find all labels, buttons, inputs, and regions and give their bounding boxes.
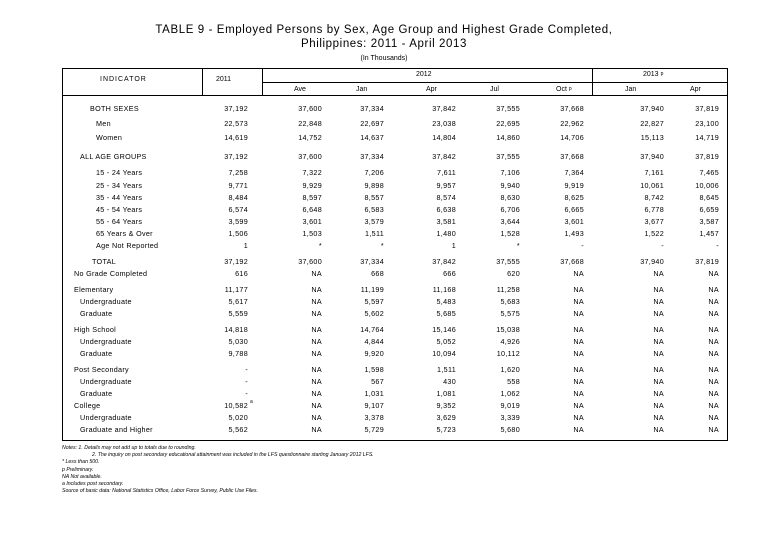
table-cell: 668 [371, 269, 384, 278]
table-cell: 5,617 [228, 297, 248, 306]
table-cell: 37,192 [224, 257, 248, 266]
table-cell: 5,020 [228, 413, 248, 422]
table-cell: 37,600 [298, 257, 322, 266]
table-cell: 37,555 [496, 104, 520, 113]
table-cell: NA [708, 365, 719, 374]
table-cell: 6,778 [644, 205, 664, 214]
row-label: 35 - 44 Years [96, 193, 143, 202]
table-cell: 22,827 [640, 119, 664, 128]
table-cell: NA [311, 401, 322, 410]
table-cell: 22,962 [560, 119, 584, 128]
table-cell: 1,480 [436, 229, 456, 238]
table-cell: NA [311, 285, 322, 294]
table-cell: 3,677 [644, 217, 664, 226]
row-label: 15 - 24 Years [96, 168, 143, 177]
table-cell: NA [653, 349, 664, 358]
table-cell: NA [708, 285, 719, 294]
units-note: (In Thousands) [360, 55, 408, 62]
table-cell: 666 [443, 269, 456, 278]
table-cell: NA [573, 349, 584, 358]
row-label: Elementary [74, 285, 114, 294]
table-cell: 9,920 [364, 349, 384, 358]
table-cell: NA [311, 309, 322, 318]
month-label: Ave [294, 86, 306, 93]
note-6: a Includes post secondary. [62, 481, 124, 488]
table-cell: 10,112 [496, 349, 520, 358]
note-5: NA Not available. [62, 473, 102, 480]
table-cell: 616 [235, 269, 248, 278]
table-cell: 37,192 [224, 152, 248, 161]
col-divider-indicator [202, 68, 203, 95]
table-cell: NA [311, 377, 322, 386]
table-cell: 37,842 [432, 104, 456, 113]
month-header [556, 86, 572, 93]
month-label: Jul [490, 86, 499, 93]
row-label: Women [96, 133, 123, 142]
row-label: 55 - 64 Years [96, 217, 143, 226]
table-cell: NA [573, 425, 584, 434]
row-label: Graduate and Higher [80, 425, 153, 434]
table-cell: NA [311, 349, 322, 358]
table-cell: 6,648 [302, 205, 322, 214]
table-cell: 37,334 [360, 152, 384, 161]
table-cell: 3,339 [500, 413, 520, 422]
table-cell: NA [653, 377, 664, 386]
table-cell: NA [573, 337, 584, 346]
table-cell: 10,006 [695, 181, 719, 190]
table-cell: 5,030 [228, 337, 248, 346]
table-cell: 37,600 [298, 104, 322, 113]
table-cell: 3,378 [364, 413, 384, 422]
table-cell: NA [653, 425, 664, 434]
table-cell: 7,258 [228, 168, 248, 177]
table-cell: 11,199 [360, 285, 384, 294]
table-cell: 10,094 [432, 349, 456, 358]
month-header [490, 86, 499, 93]
header-2012: 2012 [416, 71, 432, 78]
table-cell: 9,107 [364, 401, 384, 410]
table-cell: NA [708, 389, 719, 398]
table-cell: - [245, 389, 248, 398]
table-cell: NA [573, 365, 584, 374]
table-cell: NA [573, 413, 584, 422]
table-cell: NA [708, 425, 719, 434]
table-cell: 9,352 [436, 401, 456, 410]
table-cell: 5,597 [364, 297, 384, 306]
row-label: 65 Years & Over [96, 229, 153, 238]
row-label: No Grade Completed [74, 269, 148, 278]
table-cell: * [318, 241, 322, 250]
table-cell: NA [653, 269, 664, 278]
table-cell: 8,630 [500, 193, 520, 202]
table-cell: 5,602 [364, 309, 384, 318]
table-cell: 14,752 [298, 133, 322, 142]
table-cell: 5,483 [436, 297, 456, 306]
table-cell: 3,644 [500, 217, 520, 226]
table-cell: 6,665 [564, 205, 584, 214]
table-cell: 3,587 [699, 217, 719, 226]
table-cell: NA [573, 377, 584, 386]
table-cell: NA [653, 337, 664, 346]
table-cell: 37,842 [432, 257, 456, 266]
month-label: Oct [556, 86, 567, 93]
month-label: Apr [690, 86, 701, 93]
note-1: Notes: 1. Details may not add up to totals due to rounding. [62, 445, 196, 451]
table-cell: 22,695 [496, 119, 520, 128]
table-cell: 9,771 [228, 181, 248, 190]
table-cell: - [581, 241, 584, 250]
table-cell: 620 [507, 269, 520, 278]
table-cell: NA [653, 285, 664, 294]
table-cell: NA [573, 309, 584, 318]
row-label: Men [96, 119, 111, 128]
row-label: Age Not Reported [96, 241, 159, 250]
table-cell: NA [573, 269, 584, 278]
row-label: ALL AGE GROUPS [80, 152, 147, 161]
table-cell: 37,555 [496, 152, 520, 161]
row-label: High School [74, 325, 117, 334]
table-cell: NA [653, 297, 664, 306]
table-cell: 11,258 [496, 285, 520, 294]
table-cell: 1,081 [436, 389, 456, 398]
table-cell: NA [573, 297, 584, 306]
table-cell: 6,706 [500, 205, 520, 214]
table-cell: 37,819 [695, 257, 719, 266]
table-cell: 8,625 [564, 193, 584, 202]
table-cell: NA [708, 401, 719, 410]
table-cell: 9,940 [500, 181, 520, 190]
table-cell: 1 [243, 241, 248, 250]
table-cell: 3,601 [302, 217, 322, 226]
college-footnote-sup: a [250, 399, 254, 405]
table-cell: NA [311, 337, 322, 346]
table-cell: NA [573, 389, 584, 398]
table-cell: 5,683 [500, 297, 520, 306]
table-cell: NA [311, 325, 322, 334]
row-label: Post Secondary [74, 365, 129, 374]
row-label: College [74, 401, 101, 410]
table-cell: NA [573, 325, 584, 334]
table-cell: 8,574 [436, 193, 456, 202]
table-cell: 1 [451, 241, 456, 250]
table-cell: NA [708, 337, 719, 346]
table-cell: 4,844 [364, 337, 384, 346]
note-3: * Less than 500. [62, 459, 100, 466]
table-cell: 7,106 [500, 168, 520, 177]
table-cell: 14,804 [432, 133, 456, 142]
table-cell: 9,929 [302, 181, 322, 190]
table-cell: 14,818 [224, 325, 248, 334]
table-cell: 3,629 [436, 413, 456, 422]
table-cell: NA [708, 349, 719, 358]
table-cell: 430 [443, 377, 456, 386]
row-label: Graduate [80, 389, 113, 398]
table-cell: - [716, 241, 719, 250]
table-cell: 23,038 [432, 119, 456, 128]
table-cell: 10,061 [640, 181, 664, 190]
table-cell: 22,573 [224, 119, 248, 128]
table-cell: 5,685 [436, 309, 456, 318]
table-cell: 1,506 [228, 229, 248, 238]
table-cell: NA [311, 365, 322, 374]
month-label: Jan [356, 86, 368, 93]
table-cell: 14,619 [224, 133, 248, 142]
header-bottom-rule [62, 95, 728, 96]
table-cell: 14,706 [560, 133, 584, 142]
table-cell: 5,723 [436, 425, 456, 434]
table-cell: 11,177 [224, 285, 248, 294]
table-cell: 37,819 [695, 104, 719, 113]
table-cell: NA [708, 413, 719, 422]
table-cell: 14,637 [360, 133, 384, 142]
table-cell: 5,052 [436, 337, 456, 346]
table-cell: 567 [371, 377, 384, 386]
row-label: Graduate [80, 309, 113, 318]
table-notes [62, 445, 374, 495]
table-cell: - [661, 241, 664, 250]
note-7: Source of basic data: National Statistics Office, Labor Force Survey, Public Use Files. [62, 488, 258, 495]
table-cell: 1,598 [364, 365, 384, 374]
header-2013-sup: p [660, 71, 664, 77]
col-divider-2012 [592, 68, 593, 95]
table-cell: 1,493 [564, 229, 584, 238]
table-cell: 7,206 [364, 168, 384, 177]
header-indicator: INDICATOR [100, 76, 147, 83]
table-cell: 8,557 [364, 193, 384, 202]
table-cell: 1,062 [500, 389, 520, 398]
table-cell: 5,680 [500, 425, 520, 434]
table-cell: 37,668 [560, 257, 584, 266]
header-divider-2013 [592, 82, 728, 83]
row-label: Undergraduate [80, 297, 132, 306]
month-label: Apr [426, 86, 437, 93]
table-cell: NA [653, 401, 664, 410]
table-cell: 6,583 [364, 205, 384, 214]
table-cell: NA [708, 297, 719, 306]
table-cell: 1,511 [437, 365, 456, 374]
col-divider-2011 [262, 68, 263, 95]
table-cell: NA [653, 325, 664, 334]
table-cell: 3,579 [364, 217, 384, 226]
table-cell: 37,192 [224, 104, 248, 113]
table-cell: 1,620 [500, 365, 520, 374]
table-cell: 9,957 [436, 181, 456, 190]
table-cell: 10,582 [224, 401, 248, 410]
table-cell: 11,168 [432, 285, 456, 294]
month-header [625, 86, 636, 93]
table-cell: NA [708, 309, 719, 318]
table-cell: - [245, 377, 248, 386]
table-cell: 6,574 [228, 205, 248, 214]
table-cell: 6,659 [699, 205, 719, 214]
table-cell: 5,562 [228, 425, 248, 434]
table-cell: 37,334 [360, 104, 384, 113]
table-title-line2: Philippines: 2011 - April 2013 [300, 38, 468, 50]
row-label: Graduate [80, 349, 113, 358]
table-cell: 37,819 [695, 152, 719, 161]
table-cell: * [516, 241, 520, 250]
table-cell: 8,484 [228, 193, 248, 202]
row-label: TOTAL [92, 257, 116, 266]
table-cell: NA [573, 285, 584, 294]
header-2011: 2011 [216, 76, 232, 83]
table-cell: 1,528 [500, 229, 520, 238]
table-cell: NA [573, 401, 584, 410]
table-cell: - [245, 365, 248, 374]
table-cell: 37,940 [640, 257, 664, 266]
table-cell: 1,457 [699, 229, 719, 238]
note-2: 2. The inquiry on post secondary educational attainment was included in the LFS questionnaire starting January 2012 LFS. [92, 452, 374, 459]
table-cell: NA [311, 297, 322, 306]
table-cell: 1,503 [302, 229, 322, 238]
table-cell: 15,146 [432, 325, 456, 334]
row-label: Undergraduate [80, 337, 132, 346]
table-cell: NA [311, 425, 322, 434]
table-cell: 22,697 [360, 119, 384, 128]
table-cell: 37,668 [560, 104, 584, 113]
table-cell: 1,511 [365, 229, 384, 238]
table-cell: NA [653, 413, 664, 422]
table-cell: NA [311, 389, 322, 398]
table-cell: 8,597 [302, 193, 322, 202]
table-cell: 3,599 [228, 217, 248, 226]
table-cell: 9,919 [564, 181, 584, 190]
table-cell: 14,860 [496, 133, 520, 142]
table-cell: 7,364 [564, 168, 584, 177]
month-header [294, 86, 306, 93]
table-cell: 37,842 [432, 152, 456, 161]
table-cell: 37,555 [496, 257, 520, 266]
table-cell: 15,038 [496, 325, 520, 334]
table-cell: NA [708, 377, 719, 386]
table-cell: 37,940 [640, 104, 664, 113]
table-cell: 4,926 [500, 337, 520, 346]
header-divider-2012 [262, 82, 592, 83]
table-cell: 37,940 [640, 152, 664, 161]
table-cell: 7,465 [699, 168, 719, 177]
header-2013 [643, 71, 663, 78]
table-cell: 3,601 [564, 217, 584, 226]
table-cell: 6,638 [436, 205, 456, 214]
table-cell: 9,788 [228, 349, 248, 358]
table-cell: 37,668 [560, 152, 584, 161]
table-cell: NA [653, 309, 664, 318]
month-header [690, 86, 701, 93]
table-cell: 8,742 [644, 193, 664, 202]
row-label: 45 - 54 Years [96, 205, 143, 214]
table-cell: 1,031 [364, 389, 384, 398]
table-cell: NA [708, 325, 719, 334]
header-2013-year: 2013 [643, 71, 659, 78]
table-cell: 23,100 [695, 119, 719, 128]
table-cell: 1,522 [644, 229, 664, 238]
table-cell: 7,161 [644, 168, 664, 177]
table-cell: 5,575 [500, 309, 520, 318]
table-cell: NA [311, 269, 322, 278]
table-cell: NA [708, 269, 719, 278]
month-header [356, 86, 367, 93]
row-label: Undergraduate [80, 377, 132, 386]
oct-preliminary-sup: p [568, 86, 572, 92]
table-cell: 37,334 [360, 257, 384, 266]
table-cell: 14,719 [695, 133, 719, 142]
row-label: BOTH SEXES [90, 104, 139, 113]
table-cell: 3,581 [436, 217, 456, 226]
table-cell: 7,322 [302, 168, 322, 177]
row-label: 25 - 34 Years [96, 181, 143, 190]
table-cell: 15,113 [640, 133, 664, 142]
table-cell: NA [653, 365, 664, 374]
table-cell: 9,019 [500, 401, 520, 410]
month-label: Jan [625, 86, 637, 93]
table-cell: 7,611 [437, 168, 456, 177]
table-cell: 9,898 [364, 181, 384, 190]
table-cell: 14,764 [360, 325, 384, 334]
table-cell: 558 [507, 377, 520, 386]
table-cell: NA [311, 413, 322, 422]
row-label: Undergraduate [80, 413, 132, 422]
note-4: p Preliminary. [62, 466, 94, 473]
table-cell: 22,848 [298, 119, 322, 128]
table-cell: * [380, 241, 384, 250]
table-cell: 5,729 [364, 425, 384, 434]
table-title-line1: TABLE 9 - Employed Persons by Sex, Age Group and Highest Grade Completed, [155, 24, 613, 36]
month-header [426, 86, 437, 93]
table-cell: 37,600 [298, 152, 322, 161]
table-cell: 8,645 [699, 193, 719, 202]
table-cell: NA [653, 389, 664, 398]
table-cell: 5,559 [228, 309, 248, 318]
